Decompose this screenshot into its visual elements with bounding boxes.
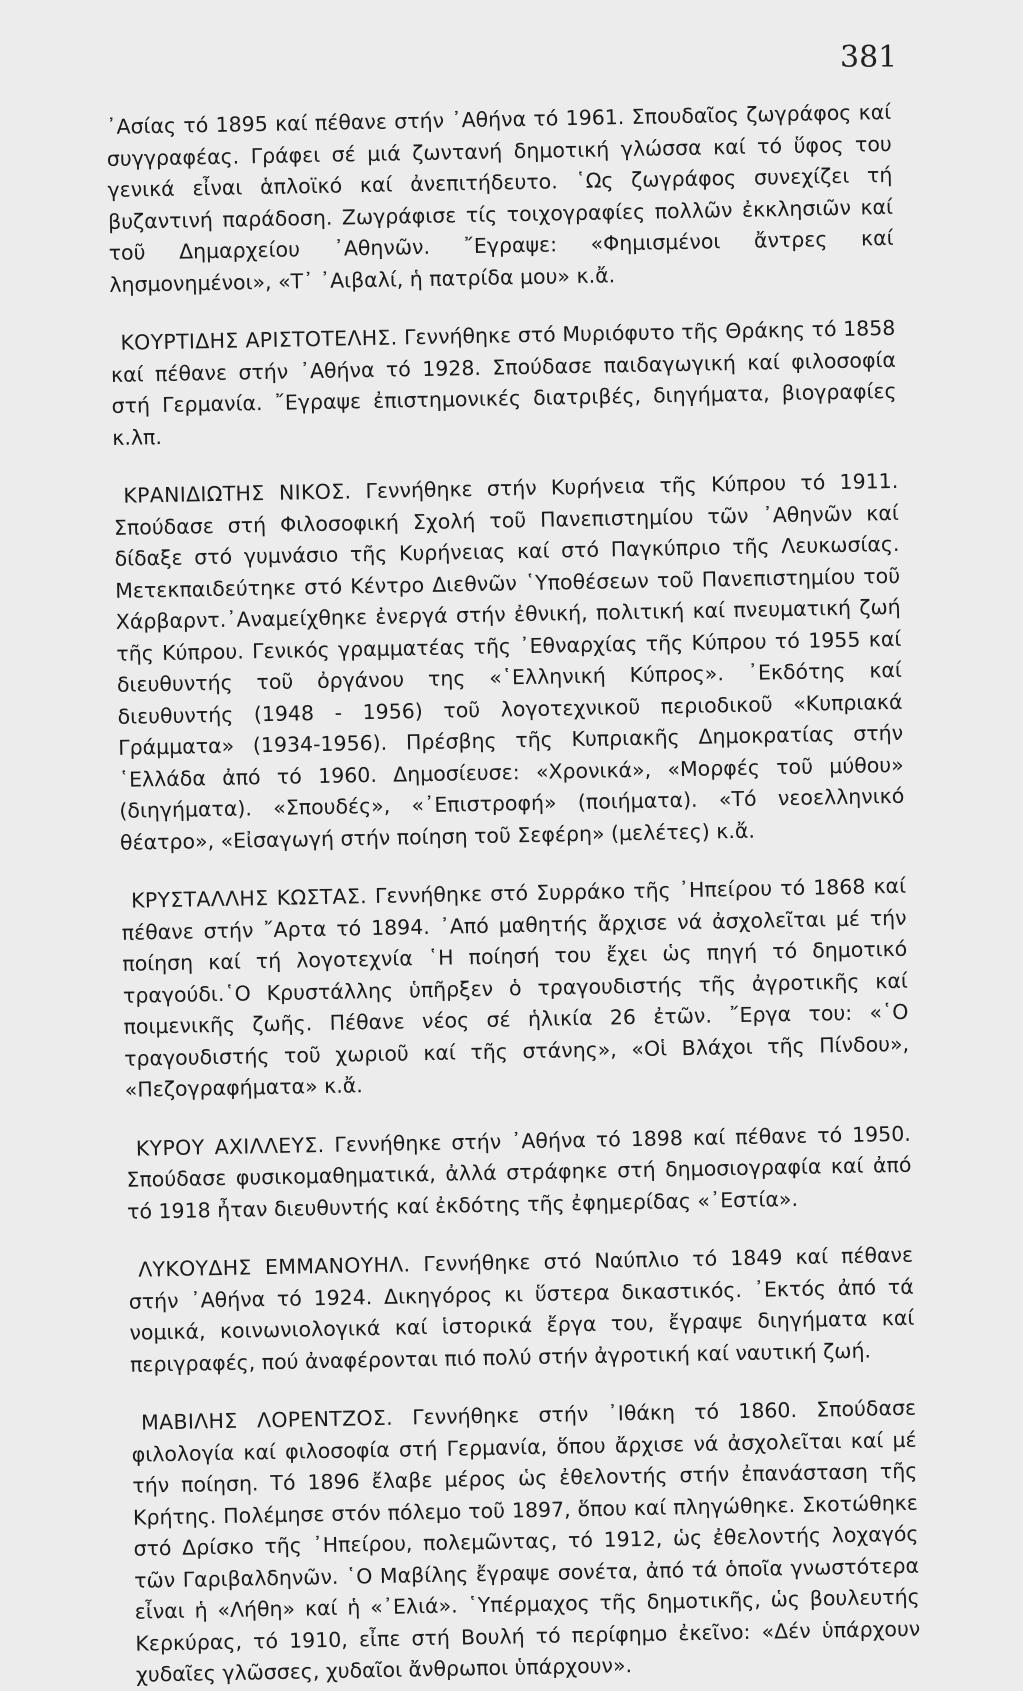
entry-name: ΛΥΚΟΥΔΗΣ ΕΜΜΑΝΟΥΗΛ.	[137, 1252, 411, 1282]
entry-text: Γεννήθηκε στήν ᾿Αθήνα τό 1898 καί πέθανε τό 1950. Σπούδασε φυσικομαθηματικά, ἀλλά στράφηκε στή δημοσιογραφία καί ἀπό τό 1918 ἦταν διευθυντής καί ἐκδότης τῆς ἐφημερίδας «᾿Εστία».	[126, 1121, 912, 1224]
entry-name: ΚΡΑΝΙΔΙΩΤΗΣ ΝΙΚΟΣ.	[123, 479, 352, 508]
entry-text: Γεννήθηκε στό Ναύπλιο τό 1849 καί πέθανε στήν ᾿Αθήνα τό 1924. Δικηγόρος κι ὕστερα δικαστικός. ᾿Εκτός ἀπό τά νομικά, κοινωνιολογικά καί ἱστορικά ἔργα του, ἔγραψε διηγήματα καί περιγραφές, πού ἀναφέρονται πιό πολύ στήν ἀγροτική καί ναυτική ζωή.	[128, 1242, 915, 1377]
entry-text: Γεννήθηκε στήν ᾿Ιθάκη τό 1860. Σπούδασε φιλολογία καί φιλοσοφία στή Γερμανία, ὅπου ἄρχισε νά ἀσχολεῖται καί μέ τήν ποίηση. Τό 1896 ἔλαβε μέρος ὡς ἐθελοντής στήν ἐπανάσταση τῆς Κρήτης. Πολέμησε στόν πόλεμο τοῦ 1897, ὅπου καί πληγώθηκε. Σκοτώθηκε στό Δρίσκο τῆς ᾿Ηπείρου, πολεμῶντας, τό 1912, ὡς ἐθελοντής λοχαγός τῶν Γαριβαλδηνῶν. ῾Ο Μαβίλης ἔγραψε σονέτα, ἀπό τά ὁποῖα γνωστότερα εἶναι ἡ «Λήθη» καί ἡ «᾿Ελιά». ῾Υπέρμαχος τῆς δημοτικῆς, ὡς βουλευτής Κερκύρας, τό 1910, εἶπε στή Βουλή τό περίφημο ἐκεῖνο: «Δέν ὑπάρχουν χυδαῖες γλῶσσες, χυδαῖοι ἄνθρωποι ὑπάρχουν».	[131, 1395, 921, 1687]
entry-lykoudis	[128, 1240, 915, 1381]
entry-name: ΚΥΡΟΥ ΑΧΙΛΛΕΥΣ.	[135, 1132, 325, 1161]
entry-text: Γεννήθηκε στήν Κυρήνεια τῆς Κύπρου τό 1911. Σπούδασε στή Φιλοσοφική Σχολή τοῦ Πανεπιστημίου τῶν ᾿Αθηνῶν καί δίδαξε στό γυμνάσιο τῆς Κυρήνειας καί στό Παγκύπριο τῆς Λευκωσίας. Μετεκπαιδεύτηκε στό Κέντρο Διεθνῶν ῾Υποθέσεων τοῦ Πανεπιστημίου τοῦ Χάρβαρντ.᾿Αναμείχθηκε ἐνεργά στήν ἐθνική, πολιτική καί πνευματική ζωή τῆς Κύπρου. Γενικός γραμματέας τῆς ᾿Εθναρχίας τῆς Κύπρου τό 1955 καί διευθυντής τοῦ ὀργάνου της «῾Ελληνική Κύπρος». ᾿Εκδότης καί διευθυντής (1948 - 1956) τοῦ λογοτεχνικοῦ περιοδικοῦ «Κυπριακά Γράμματα» (1934-1956). Πρέσβης τῆς Κυπριακῆς Δημοκρατίας στήν ῾Ελλάδα ἀπό τό 1960. Δημοσίευσε: «Χρονικά», «Μορφές τοῦ μύθου» (διηγήματα). «Σπουδές», «᾿Επιστροφή» (ποιήματα). «Τό νεοελληνικό θέατρο», «Εἰσαγωγή στήν ποίηση τοῦ Σεφέρη» (μελέτες) κ.ἄ.	[113, 468, 905, 855]
text-body	[106, 97, 921, 1691]
entry-mavilis	[131, 1393, 921, 1691]
entry-kranidiotis	[113, 466, 905, 859]
entry-name: ΚΡΥΣΤΑΛΛΗΣ ΚΩΣΤΑΣ.	[130, 884, 368, 913]
entry-text: Γεννήθηκε στό Μυριόφυτο τῆς Θράκης τό 1858 καί πέθανε στήν ᾿Αθήνα τό 1928. Σπούδασε παιδαγωγική καί φιλοσοφία στή Γερμανία. ῎Εγραψε ἐπιστημονικές διατριβές, διηγήματα, βιογραφίες κ.λπ.	[110, 315, 897, 450]
entry-name: ΜΑΒΙΛΗΣ ΛΟΡΕΝΤΖΟΣ.	[140, 1405, 394, 1435]
entry-name: ΚΟΥΡΤΙΔΗΣ ΑΡΙΣΤΟΤΕΛΗΣ.	[120, 325, 398, 355]
entry-text: Γεννήθηκε στό Συρράκο τῆς ᾿Ηπείρου τό 1868 καί πέθανε στήν ῎Αρτα τό 1894. ᾿Από μαθητής ἄρχισε νά ἀσχολεῖται μέ τήν ποίηση καί τή λογοτεχνία ῾Η ποίησή του ἔχει ὡς πηγή τό δημοτικό τραγούδι.῾Ο Κρυστάλλης ὑπῆρξεν ὁ τραγουδιστής τῆς ἀγροτικῆς καί ποιμενικῆς ζωῆς. Πέθανε νέος σέ ἡλικία 26 ἐτῶν. ῎Εργα του: «῾Ο τραγουδιστής τοῦ χωριοῦ καί τῆς στάνης», «Οἱ Βλάχοι τῆς Πίνδου», «Πεζογραφήματα» κ.ἄ.	[121, 873, 910, 1102]
entry-kyrou	[126, 1118, 913, 1228]
page-number: 381	[840, 40, 898, 75]
entry-kourtidis	[110, 313, 897, 454]
entry-krystallis	[121, 871, 910, 1107]
intro-paragraph: ᾿Ασίας τό 1895 καί πέθανε στήν ᾿Αθήνα τό 1961. Σπουδαῖος ζωγράφος καί συγγραφέας. Γράφει σέ μιά ζωντανή δημοτική γλώσσα καί τό ὕφος του γενικά εἶναι ἁπλοϊκό καί ἀνεπιτήδευτο. ῾Ως ζωγράφος συνεχίζει τή βυζαντινή παράδοση. Ζωγράφισε τίς τοιχογραφίες πολλῶν ἐκκλησιῶν καί τοῦ Δημαρχείου ᾿Αθηνῶν. ῎Εγραψε: «Φημισμένοι ἄντρες καί λησμονημένοι», «Τ᾿ ᾿Αιβαλί, ἡ πατρίδα μου» κ.ἄ.	[106, 99, 894, 297]
